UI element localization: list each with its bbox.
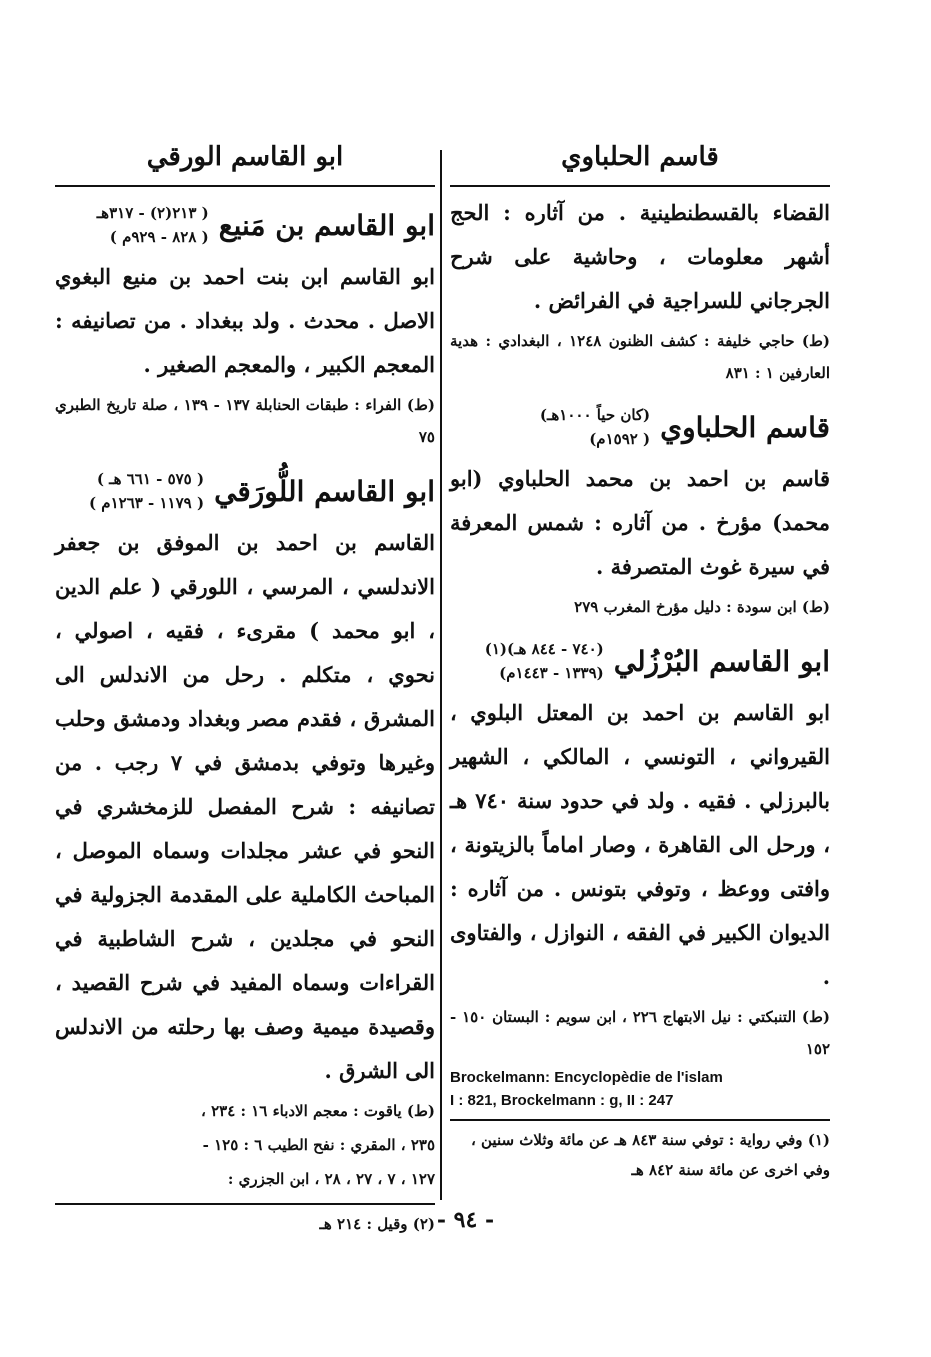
header-rule xyxy=(450,185,830,187)
footnote-rule xyxy=(450,1119,830,1121)
entry-sources: (ط) ابن سودة : دليل مؤرخ المغرب ٢٧٩ xyxy=(574,598,830,616)
left-column xyxy=(55,135,435,1239)
column-divider xyxy=(440,150,442,1200)
entry-date-gregorian: (١٣٣٩ - ١٤٤٣م) xyxy=(499,664,604,682)
entry-sources: (ط) الفراء : طبقات الحنابلة ١٣٧ - ١٣٩ ، صلة تاريخ الطبري ٧٥ xyxy=(55,396,435,446)
entry-name: ابو القاسم بن مَنيع xyxy=(218,208,435,242)
entry-name: ابو القاسم اللُّورَقي xyxy=(214,474,435,508)
footnote: (١) وفي رواية : توفي سنة ٨٤٣ هـ عن مائة وثلاث سنين ، وفي اخرى عن مائة سنة ٨٤٢ هـ xyxy=(470,1131,830,1179)
latin-reference: I : 821, Brockelmann : g, II : 247 xyxy=(450,1092,674,1109)
entry-sources: (ط) ياقوت : معجم الادباء ١٦ : ٢٣٤ ، xyxy=(201,1102,435,1120)
entry-text: ابو القاسم ابن بنت احمد بن منيع البغوي الاصل . محدث . ولد ببغداد . من تصانيفه : المعجم الكبير ، والمعجم الصغير . xyxy=(55,264,435,377)
entry-dates xyxy=(97,201,209,249)
entry-heading xyxy=(450,637,830,685)
latin-reference: Brockelmann: Encyclopèdie de l'islam xyxy=(450,1069,723,1086)
running-header-right: قاسم الحلباوي xyxy=(561,142,719,172)
entry-dates xyxy=(485,637,604,685)
header-rule xyxy=(55,185,435,187)
entry-heading xyxy=(55,201,435,249)
entry-sources: (ط) التنبكتي : نيل الابتهاج ٢٢٦ ، ابن سويم : البستان ١٥٠ - ١٥٢ xyxy=(450,1008,830,1058)
entry-dates xyxy=(540,403,650,451)
right-column xyxy=(450,135,830,1185)
footnote-rule xyxy=(55,1203,435,1205)
entry-date-hijri: (كان حياً ١٠٠٠هـ) xyxy=(539,406,651,424)
page-number: - ٩٤ - xyxy=(436,1207,495,1233)
entry-date-hijri: ( ٢١٣(٢) - ٣١٧هـ xyxy=(96,204,209,222)
entry-date-gregorian: ( ٨٢٨ - ٩٢٩م ) xyxy=(109,228,209,246)
entry-text: القضاء بالقسطنطينية . من آثاره : الحج أشهر معلومات ، وحاشية على شرح الجرجاني للسراجية في الفرائض . xyxy=(450,200,830,313)
entry-heading xyxy=(55,467,435,515)
entry-text: قاسم بن احمد بن محمد الحلباوي (ابو محمد) مؤرخ . من آثاره : شمس المعرفة في سيرة غوث المتصرفة . xyxy=(450,466,830,579)
entry-name: ابو القاسم البُرْزُلي xyxy=(613,644,830,678)
entry-date-gregorian: ( ١١٧٩ - ١٢٦٣م ) xyxy=(88,494,205,512)
entry-sources: ١٢٧ ، ٧ ، ٢٧ ، ٢٨ ، ابن الجزري : xyxy=(227,1170,435,1188)
entry-heading xyxy=(450,403,830,451)
entry-name: قاسم الحلباوي xyxy=(660,410,830,444)
entry-sources: ٢٣٥ ، المقري : نفح الطيب ٦ : ١٢٥ - xyxy=(202,1136,435,1154)
footnote: (٢) وقيل : ٢١٤ هـ xyxy=(319,1215,435,1233)
entry-text: ابو القاسم بن احمد بن المعتل البلوي ، القيرواني ، التونسي ، المالكي ، الشهير بالبرزلي . فقيه . ولد في حدود سنة ٧٤٠ هـ ، ورحل الى القاهرة ، وصار اماماً بالزيتونة ، وافتى ووعظ ، وتوفي بتونس . من آثاره : الديوان الكبير في الفقه ، النوازل ، والفتاوى . xyxy=(450,700,830,989)
entry-dates xyxy=(89,467,204,515)
running-header-left: ابو القاسم الورقي xyxy=(146,142,344,172)
entry-sources: (ط) حاجي خليفة : كشف الظنون ١٢٤٨ ، البغدادي : هدية العارفين ١ : ٨٣١ xyxy=(450,332,830,382)
entry-text: القاسم بن احمد بن الموفق بن جعفر الاندلسي ، المرسي ، اللورقي ( علم الدين ، ابو محمد ) مقرىء ، فقيه ، اصولي ، نحوي ، متكلم . رحل من الاندلس الى المشرق ، فقدم مصر وبغداد ودمشق وحلب وغيرها وتوفي بدمشق في ٧ رجب . من تصانيفه : شرح المفصل للزمخشري في النحو في عشر مجلدات وسماه الموصل ، المباحث الكاملية على المقدمة الجزولية في النحو في مجلدين ، شرح الشاطبية في القراءات وسماه المفيد في شرح القصيد ، وقصيدة ميمية وصف بها رحلته من الاندلس الى الشرق . xyxy=(55,530,435,1083)
entry-date-hijri: (٧٤٠ - ٨٤٤ هـ)(١) xyxy=(484,640,604,658)
entry-date-gregorian: ( ١٥٩٢م) xyxy=(589,430,651,448)
entry-date-hijri: ( ٥٧٥ - ٦٦١ هـ ) xyxy=(96,470,205,488)
